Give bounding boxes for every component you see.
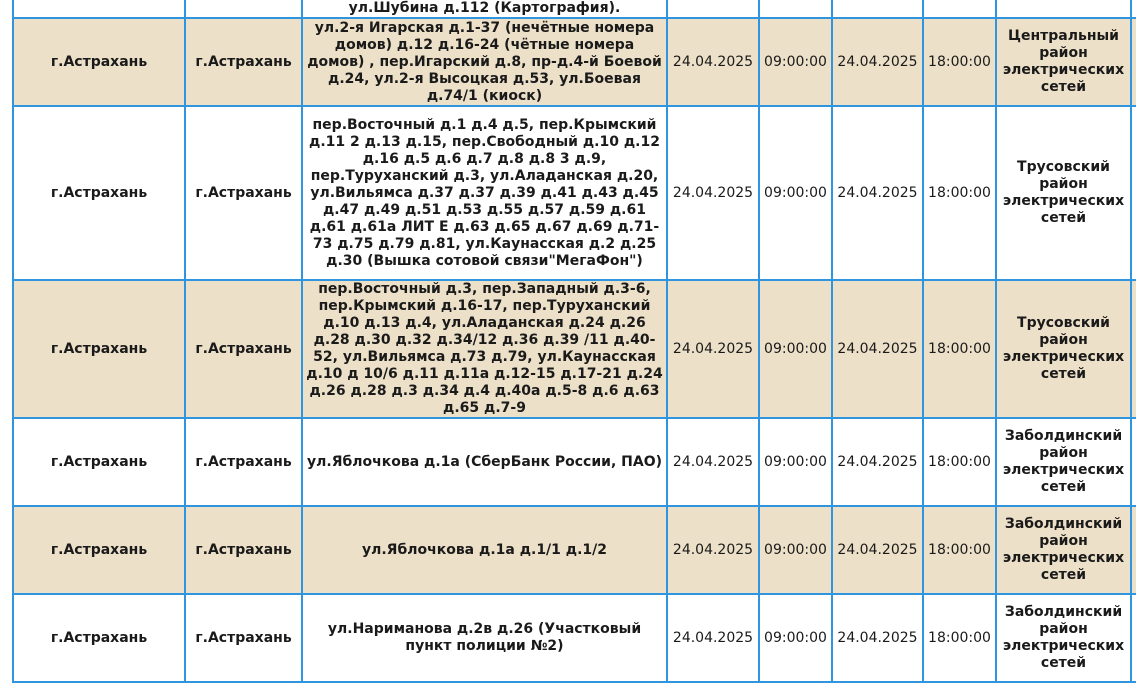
address-cell: ул.Яблочкова д.1а д.1/1 д.1/2 bbox=[302, 506, 667, 594]
start-date-cell: 24.04.2025 bbox=[667, 18, 759, 106]
locality-cell bbox=[185, 0, 302, 18]
locality-cell: г.Астрахань bbox=[185, 506, 302, 594]
table-row bbox=[13, 106, 1136, 280]
city-cell: г.Астрахань bbox=[13, 106, 185, 280]
locality-cell: г.Астрахань bbox=[185, 280, 302, 418]
start-date-cell: 24.04.2025 bbox=[667, 594, 759, 682]
start-time-cell: 09:00:00 bbox=[759, 106, 832, 280]
outage-table-container bbox=[12, 0, 1136, 683]
address-cell: пер.Восточный д.1 д.4 д.5, пер.Крымский д.11 2 д.13 д.15, пер.Свободный д.10 д.12 д.16 д.5 д.6 д.7 д.8 д.8 3 д.9, пер.Туруханский д.3, ул.Аладанская д.20, ул.Вильямса д.37 д.37 д.39 д.41 д.43 д.45 д.47 д.49 д.51 д.53 д.55 д.57 д.59 д.61 д.61 д.61а ЛИТ Е д.63 д.65 д.67 д.69 д.71-73 д.75 д.79 д.81, ул.Каунасская д.2 д.25 д.30 (Вышка сотовой связи"МегаФон") bbox=[302, 106, 667, 280]
address-cell: пер.Восточный д.3, пер.Западный д.3-6, пер.Крымский д.16-17, пер.Туруханский д.10 д.13 д.4, ул.Аладанская д.24 д.26 д.28 д.30 д.32 д.34/12 д.36 д.39 /11 д.40-52, ул.Вильямса д.73 д.79, ул.Каунасская д.10 д 10/6 д.11 д.11а д.12-15 д.17-21 д.24 д.26 д.28 д.3 д.34 д.4 д.40а д.5-8 д.6 д.63 д.65 д.7-9 bbox=[302, 280, 667, 418]
start-date-cell: 24.04.2025 bbox=[667, 506, 759, 594]
extra-cell bbox=[1131, 418, 1136, 506]
end-date-cell bbox=[832, 0, 923, 18]
district-cell: Центральный район электрических сетей bbox=[996, 18, 1131, 106]
locality-cell: г.Астрахань bbox=[185, 18, 302, 106]
end-time-cell: 18:00:00 bbox=[923, 594, 996, 682]
address-cell: ул.Шубина д.112 (Картография). bbox=[302, 0, 667, 18]
end-date-cell: 24.04.2025 bbox=[832, 506, 923, 594]
locality-cell: г.Астрахань bbox=[185, 106, 302, 280]
start-time-cell: 09:00:00 bbox=[759, 506, 832, 594]
end-time-cell: 18:00:00 bbox=[923, 106, 996, 280]
address-cell: ул.Яблочкова д.1а (СберБанк России, ПАО) bbox=[302, 418, 667, 506]
end-date-cell: 24.04.2025 bbox=[832, 280, 923, 418]
extra-cell bbox=[1131, 506, 1136, 594]
district-cell: Трусовский район электрических сетей bbox=[996, 106, 1131, 280]
start-date-cell bbox=[667, 0, 759, 18]
district-cell bbox=[996, 0, 1131, 18]
extra-cell bbox=[1131, 18, 1136, 106]
city-cell: г.Астрахань bbox=[13, 18, 185, 106]
district-cell: Заболдинский район электрических сетей bbox=[996, 506, 1131, 594]
end-date-cell: 24.04.2025 bbox=[832, 106, 923, 280]
district-cell: Заболдинский район электрических сетей bbox=[996, 594, 1131, 682]
start-date-cell: 24.04.2025 bbox=[667, 280, 759, 418]
table-row bbox=[13, 506, 1136, 594]
locality-cell: г.Астрахань bbox=[185, 418, 302, 506]
extra-cell bbox=[1131, 106, 1136, 280]
city-cell: г.Астрахань bbox=[13, 506, 185, 594]
district-cell: Заболдинский район электрических сетей bbox=[996, 418, 1131, 506]
end-time-cell: 18:00:00 bbox=[923, 18, 996, 106]
district-cell: Трусовский район электрических сетей bbox=[996, 280, 1131, 418]
city-cell bbox=[13, 0, 185, 18]
outage-schedule-table bbox=[12, 0, 1136, 683]
start-time-cell: 09:00:00 bbox=[759, 594, 832, 682]
start-date-cell: 24.04.2025 bbox=[667, 418, 759, 506]
address-cell: ул.2-я Игарская д.1-37 (нечётные номера домов) д.12 д.16-24 (чётные номера домов) , пер.Игарский д.8, пр-д.4-й Боевой д.24, ул.2-я Высоцкая д.53, ул.Боевая д.74/1 (киоск) bbox=[302, 18, 667, 106]
table-row bbox=[13, 418, 1136, 506]
table-row-partial bbox=[13, 0, 1136, 18]
extra-cell bbox=[1131, 0, 1136, 18]
extra-cell bbox=[1131, 280, 1136, 418]
end-time-cell: 18:00:00 bbox=[923, 418, 996, 506]
city-cell: г.Астрахань bbox=[13, 280, 185, 418]
start-time-cell: 09:00:00 bbox=[759, 280, 832, 418]
end-date-cell: 24.04.2025 bbox=[832, 594, 923, 682]
address-cell: ул.Нариманова д.2в д.26 (Участковый пункт полиции №2) bbox=[302, 594, 667, 682]
table-row bbox=[13, 594, 1136, 682]
end-time-cell: 18:00:00 bbox=[923, 280, 996, 418]
end-time-cell: 18:00:00 bbox=[923, 506, 996, 594]
end-date-cell: 24.04.2025 bbox=[832, 418, 923, 506]
table-row bbox=[13, 18, 1136, 106]
end-time-cell bbox=[923, 0, 996, 18]
end-date-cell: 24.04.2025 bbox=[832, 18, 923, 106]
table-row bbox=[13, 280, 1136, 418]
city-cell: г.Астрахань bbox=[13, 418, 185, 506]
start-time-cell: 09:00:00 bbox=[759, 18, 832, 106]
locality-cell: г.Астрахань bbox=[185, 594, 302, 682]
extra-cell bbox=[1131, 594, 1136, 682]
city-cell: г.Астрахань bbox=[13, 594, 185, 682]
start-time-cell: 09:00:00 bbox=[759, 418, 832, 506]
start-time-cell bbox=[759, 0, 832, 18]
start-date-cell: 24.04.2025 bbox=[667, 106, 759, 280]
